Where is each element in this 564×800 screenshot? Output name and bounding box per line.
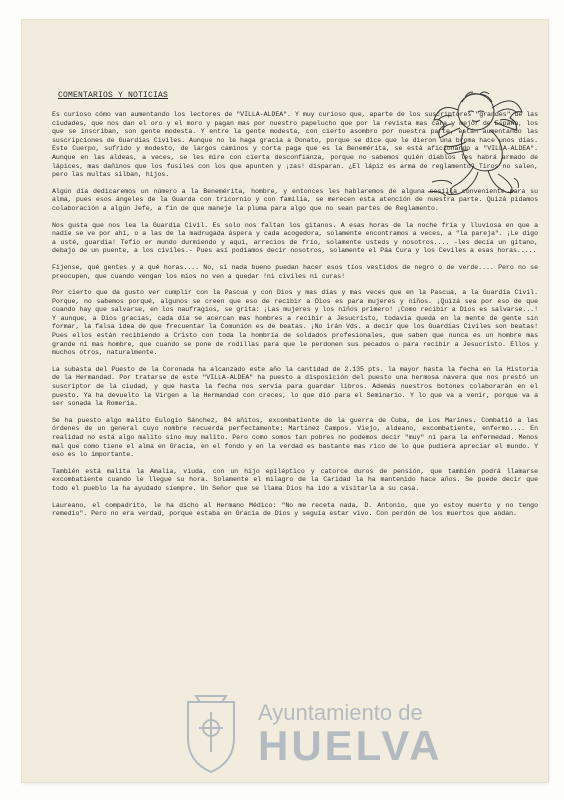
- paragraph-benemerita: Algún día dedicaremos un número a la Benemérita, hombre, y entonces les hablaremos de alguna cosilla conveniente para su alma, pues esos ángeles de la Guarda con tricornio y con familia, se merecen esta atención de nuestra parte. Quizá pidamos colaboración a algún Jefe, a fin de que maneje la pluma para algo que no sean partes de Reglamento.: [52, 187, 538, 212]
- paragraph-eulogio: Se ha puesto algo malito Eulogio Sánchez, 84 añitos, excombatiente de la guerra de Cuba, de Los Marines. Combatió a las órdenes de un general cuyo nombre recuerda perfectamente: Martínez Campos. Viejo, aldeano, excombatiente, enfermo.... En realidad no está algo malito sino muy malito. Pero como somos tan pobres no podemos decir "muy" ni para la enfermedad. Menos mal que como tiene el alma en Gracia, en el fondo y en la verdad es bastante mas rico de lo que pudiera apreciar el mundo. Y eso es lo importante.: [52, 416, 538, 459]
- paragraph-gitanos: Nos gusta que nos lea la Guardia Civil. Es solo nos faltan los gitanos. A esas horas de la noche fría y lluviosa en que a nadie se ve por ahí, o a las de la madrugada áspera y cada acogedora, solamente encontramos a veces, a "la pareja". ¡Le digo a usté, guardia! Tefio er mundo durmiendo y aquí, arrecios de frío, solamente usteds y nosotros.... -les decía un gitano, debajo de un puente, a los civiles.- Pues así podíamos decir nosotros, solamente el Páa Cura y los Ceviles a esas horas.....: [52, 221, 538, 255]
- paragraph-pascua: Por cierto que da gusto ver cumplir con la Pascua y con Dios y mas días y mas veces que en la Pascua, a la Guardia Civil. Porque, no sabemos porqué, algunos se creen que eso de recibir a Dios es para mujeres y niños. ¡Quizá sea por eso de que cuando hay que salvarse, en los naufragios, se grita: ¡Las mujeres y los niños primero! ¡Como recibir a Dios es salvarse...! Y aunque, a Dios gracias, cada día se acercan mas hombres a recibir a Jesucristo, todavía queda en la mente de gente sin formar, la falsa idea de que frecuentar la Comunión es de beatas. ¡No irán Vds. a decir que los Guardias Civiles son beatas! Pues ellos están recibiendo a Cristo con toda la hombría de soldados profesionales, que saben que nunca es un hombre mas grande ni mas hombre, que cuando se pone de rodillas para que le perdonen sus pecados o para recibir a Jesucristo. Ellos y muchos otros, naturalmente.: [52, 289, 538, 357]
- section-heading: COMENTARIOS Y NOTICIAS: [58, 91, 169, 100]
- document-body: [52, 111, 538, 527]
- paragraph-subasta: La subasta del Puesto de la Coronada ha alcanzado este año la cantidad de 2.135 pts. la mayor hasta la fecha en la Historia de la Hermandad. Por tratarse de este "VILLA-ALDEA" ha puesto a disposición del puesto una hermosa navera que nos prestó un suscriptor de la ciudad, y que hasta la fecha nos servía para guardar libros. Además nuestros botones colaborarán en el puesto. Ya ha devuelto la Virgen a la Hermandad con creces, lo que dió para el Seminario. Y lo que va a venir, porque va a ser sonada la Romería.: [52, 365, 538, 408]
- paragraph-suscriptores: Es curioso cómo van aumentando los lectores de "VILLA-ALDEA". Y muy curioso que, aparte de los suscriptores "grandes" de las ciudades, que nos dan el oro y el moro y pagan mas por nuestro papelucho que por la revista mas cara y mejor de España, los que se inscriban, son gente modesta. Y entre la gente modesta, con cierto asombro por nuestra parte, están aumentando las suscripciones de Guardias Civiles. Aunque no le haga gracia a Donato, porque se dice que le dieron una broma hace unos días. Este Cuerpo, sufrido y modesto, de largos caminos y corta paga que es la Benemérita, se está aficionando a "VILLA-ALDEA". Aunque en las aldeas, a veces, se les mire con cierta desconfianza, porque no sabemos quién diablos les habrá armado de lápices, mas dañinos que los fusiles con los que apunten y ¡zas! disparan. ¿El lápiz es arma de reglamento? Tiros no salen, pero las multas silban, hijos.: [52, 111, 538, 179]
- watermark-line1: Ayuntamiento de: [258, 700, 423, 725]
- watermark-line2: HUELVA: [258, 722, 443, 769]
- paragraph-amalia: También está malita la Amalia, viuda, con un hijo epiléptico y catorce duros de pensión, que también podrá llamarse excombatiente cuando le llegue su hora. Solamente el milagro de la Caridad la ha mantenido hace años. Se puede decir que todo el pueblo la ha ayudado siempre. Un Señor que se llama Dios ha ido a visitarla a su casa.: [52, 467, 538, 492]
- paragraph-fijense: Fíjense, qué gentes y a qué horas.... No, si nada bueno puedan hacer esos tíos vestidos de negro o de verde.... Pero no se preocupen, que cuando vengan los míos no ven a quedar !ni civiles ni curas!: [52, 263, 538, 280]
- paragraph-laureano: Laureano, el compadrito, le ha dicho al Hermano Médico: "No me receta nada, D. Antonio, que yo estoy muerto y no tengo remedio". Pero no era verdad, porque estaba en Gracia de Dios y seguía estar vivo. Con perdón de los muertos que andan.: [52, 501, 538, 518]
- document-page: [22, 20, 548, 782]
- city-shield-icon: [182, 692, 240, 776]
- archive-watermark: [182, 692, 522, 780]
